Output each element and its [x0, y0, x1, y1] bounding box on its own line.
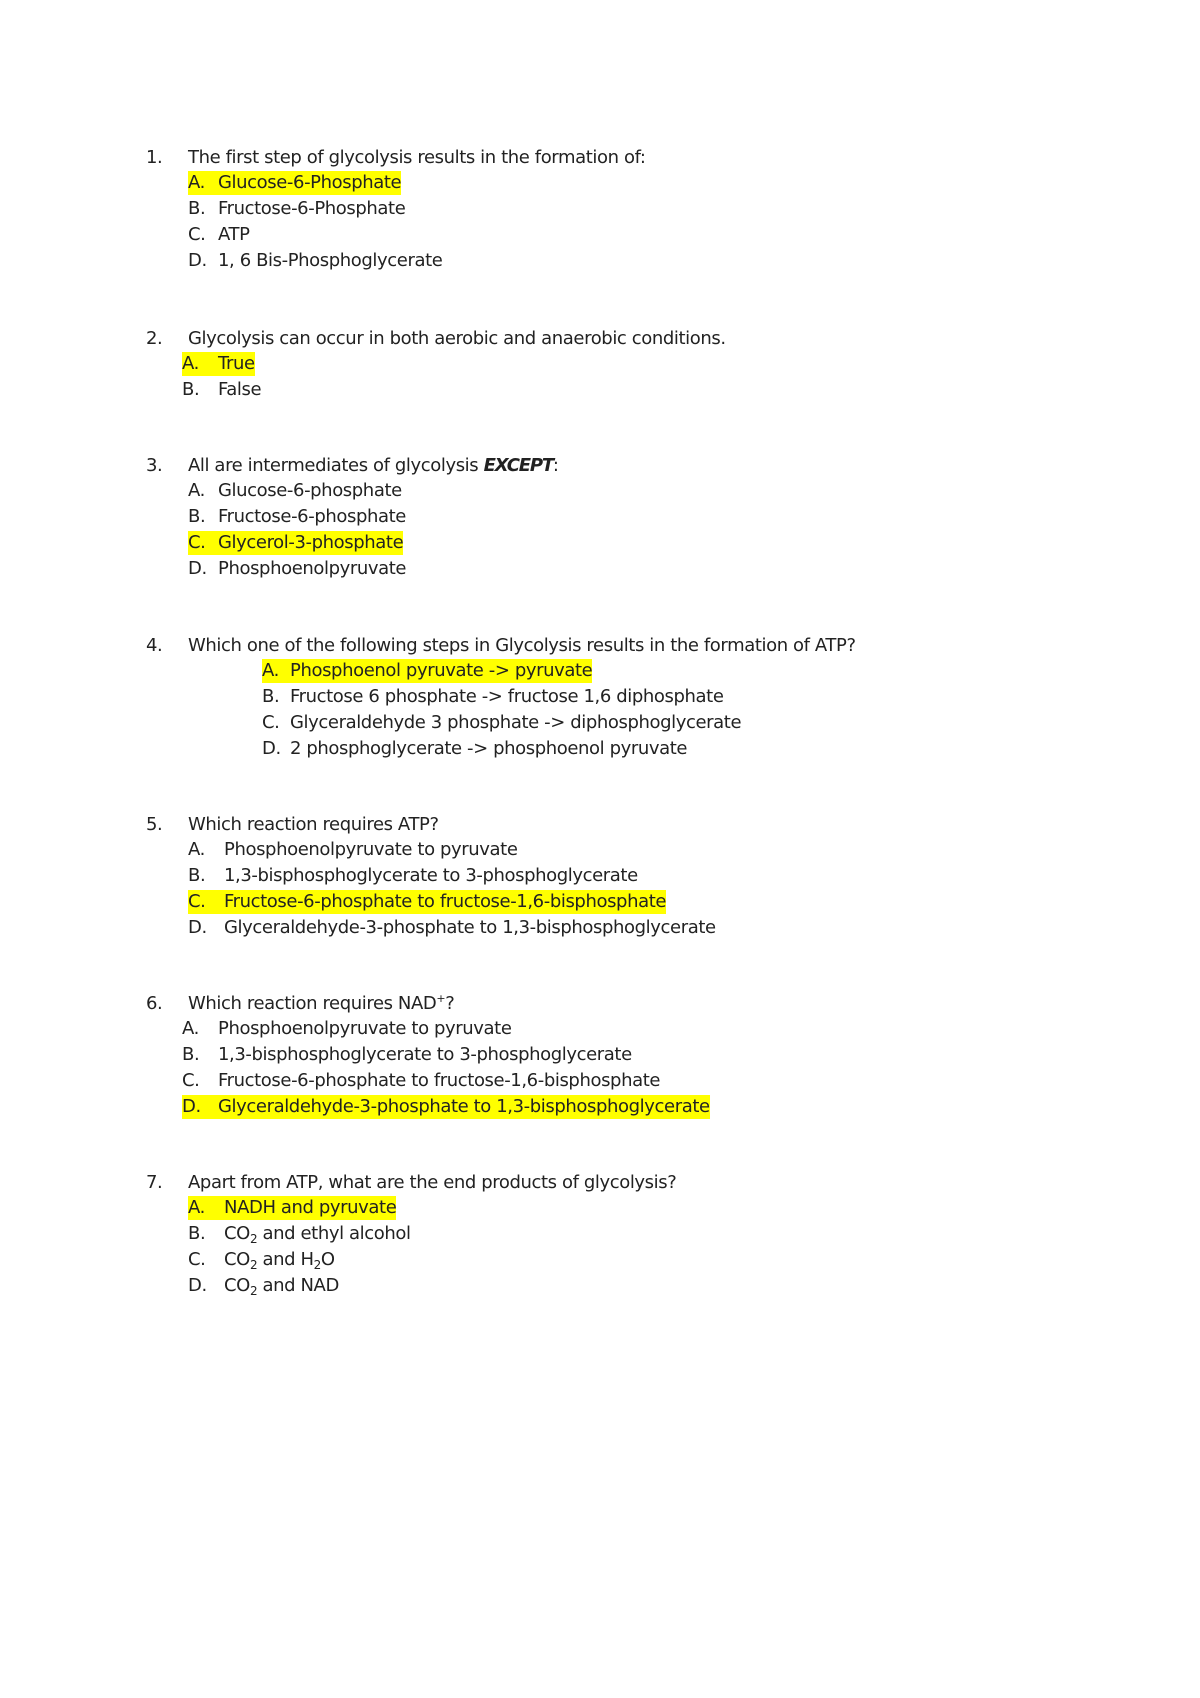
option-letter: A. [188, 480, 205, 501]
answer-option-b [262, 685, 724, 709]
option-text: Phosphoenolpyruvate [218, 558, 407, 579]
option-text: True [218, 353, 255, 374]
option-letter: C. [188, 224, 206, 245]
answer-option-c [188, 223, 250, 247]
option-text: False [218, 379, 262, 400]
option-letter: D. [188, 558, 207, 579]
option-text: ATP [218, 224, 250, 245]
option-text: Glyceraldehyde-3-phosphate to 1,3-bisphosphoglycerate [224, 917, 716, 938]
formula-o: O [320, 1249, 335, 1270]
answer-option-d [188, 1274, 339, 1298]
option-letter: C. [262, 712, 280, 733]
option-letter: A. [182, 353, 199, 374]
question-number: 6. [146, 993, 163, 1014]
question-text [188, 991, 454, 1017]
option-text: 2 phosphoglycerate -> phosphoenol pyruvate [290, 738, 688, 759]
option-text: Fructose-6-phosphate [218, 506, 406, 527]
subscript-two: 2 [313, 1258, 321, 1272]
answer-option-a-correct [182, 352, 255, 376]
answer-option-a-correct [188, 171, 401, 195]
option-text: 1,3-bisphosphoglycerate to 3-phosphoglycerate [224, 865, 638, 886]
option-letter: A. [182, 1018, 199, 1039]
question-number: 1. [146, 147, 163, 168]
answer-option-b [188, 197, 405, 221]
question-text-end: ? [445, 993, 455, 1014]
formula-co: CO [224, 1223, 250, 1244]
option-letter: A. [188, 172, 205, 193]
option-letter: D. [182, 1096, 201, 1117]
answer-option-d [188, 916, 716, 940]
option-letter: B. [182, 379, 200, 400]
subscript-two: 2 [249, 1232, 258, 1246]
option-text: Phosphoenol pyruvate -> pyruvate [290, 660, 593, 681]
question-text-start: Which reaction requires NAD [188, 993, 437, 1014]
option-letter: A. [262, 660, 279, 681]
option-letter: A. [188, 1197, 205, 1218]
option-letter: D. [262, 738, 281, 759]
question-text [188, 453, 559, 479]
option-letter: B. [262, 686, 280, 707]
question-text: Apart from ATP, what are the end products of glycolysis? [188, 1172, 677, 1193]
option-text: Glucose-6-Phosphate [218, 172, 402, 193]
subscript-two: 2 [249, 1258, 258, 1272]
question-number: 7. [146, 1172, 163, 1193]
question-text: Glycolysis can occur in both aerobic and anaerobic conditions. [188, 328, 726, 349]
answer-option-a-correct [262, 659, 592, 683]
answer-option-d-correct [182, 1095, 710, 1119]
answer-option-a-correct [188, 1196, 396, 1220]
answer-option-b [188, 505, 406, 529]
option-text: 1,3-bisphosphoglycerate to 3-phosphoglycerate [218, 1044, 632, 1065]
option-letter: B. [188, 198, 206, 219]
formula-co: CO [224, 1275, 250, 1296]
answer-option-a [182, 1017, 512, 1041]
answer-option-c-correct [188, 531, 403, 555]
question-number: 4. [146, 635, 163, 656]
answer-option-b [182, 1043, 632, 1067]
question-text: Which one of the following steps in Glycolysis results in the formation of ATP? [188, 635, 856, 656]
option-text: Fructose-6-phosphate to fructose-1,6-bisphosphate [218, 1070, 661, 1091]
answer-option-b [188, 1222, 411, 1246]
option-text: Phosphoenolpyruvate to pyruvate [224, 839, 518, 860]
question-text-start: All are intermediates of glycolysis [188, 455, 484, 476]
option-text: Glyceraldehyde-3-phosphate to 1,3-bisphosphoglycerate [218, 1096, 710, 1117]
formula-and-h: and H [257, 1249, 314, 1270]
question-text-end: : [552, 455, 559, 476]
question-number: 5. [146, 814, 163, 835]
option-letter: B. [188, 1223, 206, 1244]
answer-option-a [188, 479, 402, 503]
option-letter: A. [188, 839, 205, 860]
formula-rest: and ethyl alcohol [257, 1223, 411, 1244]
question-number: 3. [146, 455, 163, 476]
option-text: Glycerol-3-phosphate [218, 532, 404, 553]
option-letter: B. [182, 1044, 200, 1065]
option-letter: B. [188, 865, 206, 886]
option-text: Glucose-6-phosphate [218, 480, 402, 501]
option-letter: C. [188, 532, 206, 553]
formula-co: CO [224, 1249, 250, 1270]
answer-option-d [188, 249, 442, 273]
question-text: Which reaction requires ATP? [188, 814, 439, 835]
answer-option-b [182, 378, 261, 402]
answer-option-c [182, 1069, 660, 1093]
option-letter: B. [188, 506, 206, 527]
option-text [224, 1222, 411, 1246]
option-text: Fructose 6 phosphate -> fructose 1,6 diphosphate [290, 686, 724, 707]
answer-option-c-correct [188, 890, 666, 914]
option-text: NADH and pyruvate [224, 1197, 397, 1218]
answer-option-d [262, 737, 687, 761]
answer-option-b [188, 864, 638, 888]
answer-option-d [188, 557, 406, 581]
answer-option-a [188, 838, 518, 862]
option-text: 1, 6 Bis-Phosphoglycerate [218, 250, 443, 271]
option-letter: D. [188, 250, 207, 271]
formula-rest: and NAD [257, 1275, 339, 1296]
option-letter: D. [188, 1275, 207, 1296]
question-emphasis: EXCEPT [483, 455, 553, 476]
option-text: Fructose-6-Phosphate [218, 198, 406, 219]
option-letter: D. [188, 917, 207, 938]
superscript-plus: + [436, 992, 446, 1005]
option-letter: C. [182, 1070, 200, 1091]
option-text [224, 1248, 335, 1272]
option-text: Fructose-6-phosphate to fructose-1,6-bisphosphate [224, 891, 667, 912]
option-text [224, 1274, 339, 1298]
question-text: The first step of glycolysis results in the formation of: [188, 147, 646, 168]
question-number: 2. [146, 328, 163, 349]
option-letter: C. [188, 891, 206, 912]
answer-option-c [262, 711, 741, 735]
option-letter: C. [188, 1249, 206, 1270]
option-text: Glyceraldehyde 3 phosphate -> diphosphoglycerate [290, 712, 742, 733]
answer-option-c [188, 1248, 335, 1272]
option-text: Phosphoenolpyruvate to pyruvate [218, 1018, 512, 1039]
subscript-two: 2 [249, 1284, 258, 1298]
